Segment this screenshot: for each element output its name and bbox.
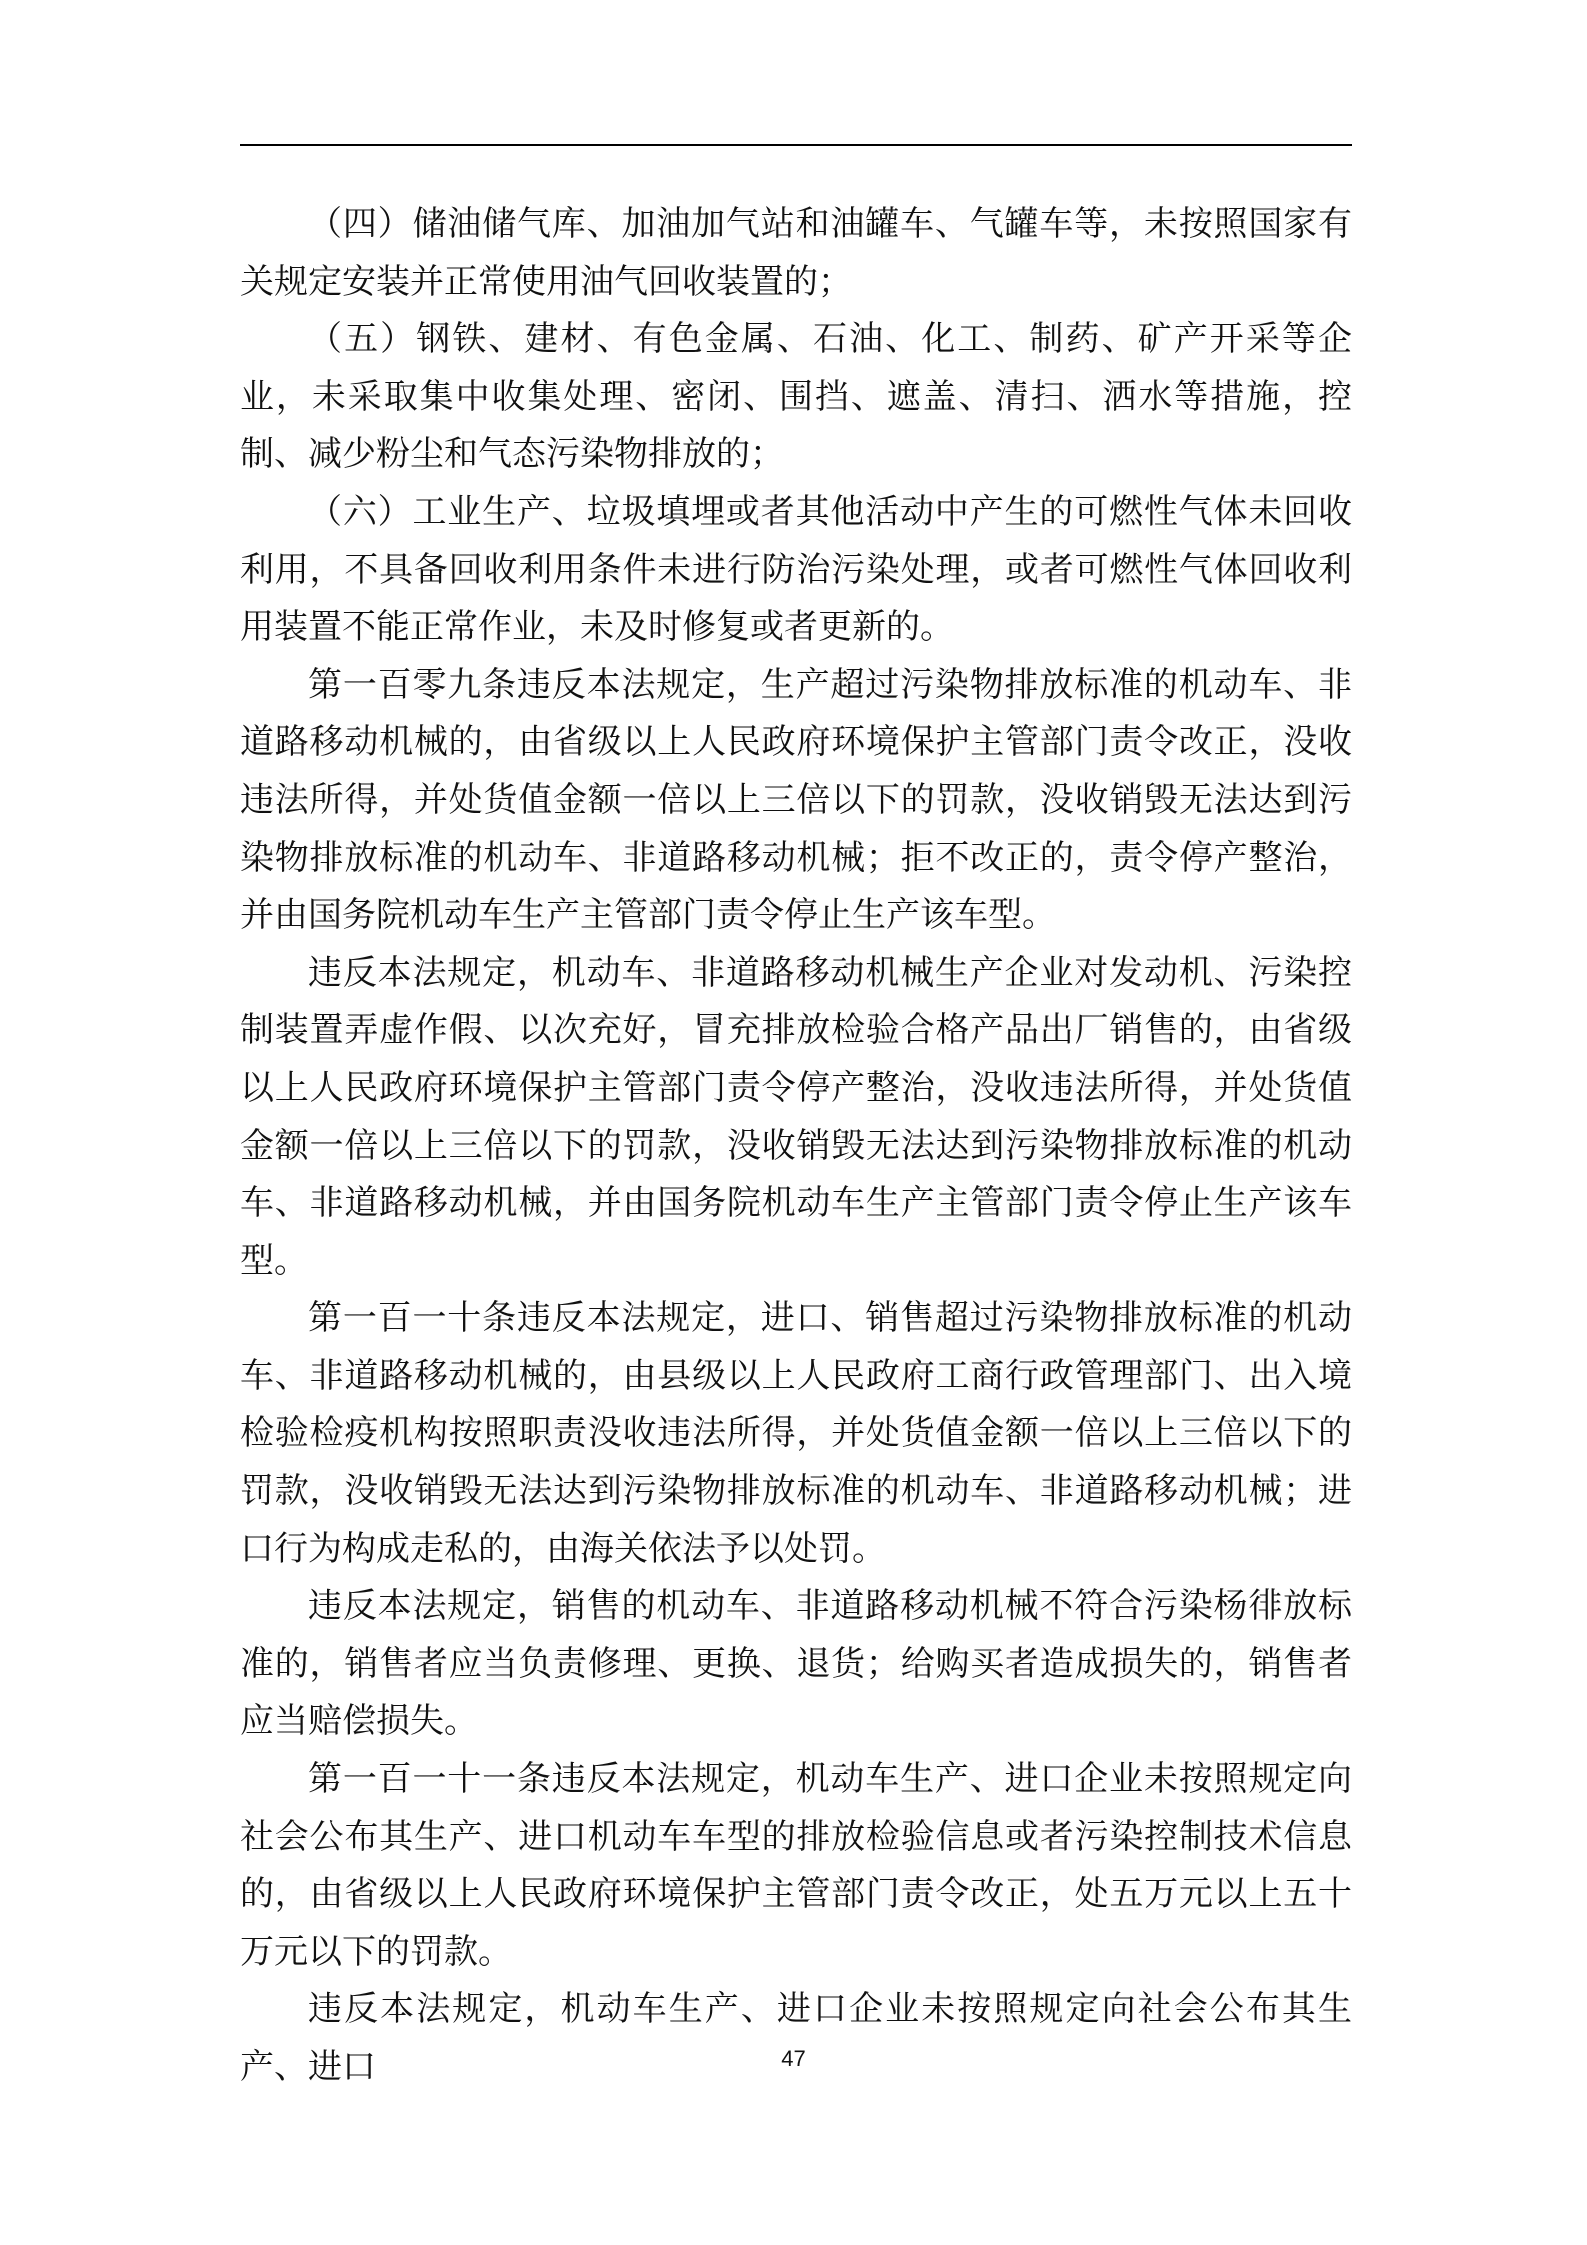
paragraph-item-6: （六）工业生产、垃圾填埋或者其他活动中产生的可燃性气体未回收利用，不具备回收利用条件未进行防治污染处理，或者可燃性气体回收利用装置不能正常作业，未及时修复或者更新的。 [240,491,1352,648]
paragraph-article-109: 第一百零九条违反本法规定，生产超过污染物排放标准的机动车、非道路移动机械的，由省级以上人民政府环境保护主管部门责令改正，没收违法所得，并处货值金额一倍以上三倍以下的罚款，没收销毁无法达到污染物排放标准的机动车、非道路移动机械；拒不改正的，责令停产整治，并由国务院机动车生产主管部门责令停止生产该车型。 [240,664,1352,936]
header-rule [240,144,1352,146]
page-number: 47 [781,2046,806,2071]
paragraph-item-5: （五）钢铁、建材、有色金属、石油、化工、制药、矿产开采等企业，未采取集中收集处理、密闭、围挡、遮盖、清扫、洒水等措施，控制、减少粉尘和气态污染物排放的； [240,319,1352,475]
paragraph-article-110: 第一百一十条违反本法规定，进口、销售超过污染物排放标准的机动车、非道路移动机械的，由县级以上人民政府工商行政管理部门、出入境检验检疫机构按照职责没收违法所得，并处货值金额一倍以上三倍以下的罚款，没收销毁无法达到污染物排放标准的机动车、非道路移动机械；进口行为构成走私的，由海关依法予以处罚。 [240,1298,1352,1569]
body-text [240,196,1352,2097]
paragraph-item-4: （四）储油储气库、加油加气站和油罐车、气罐车等，未按照国家有关规定安装并正常使用油气回收装置的； [240,204,1352,302]
paragraph-article-111-clause-2: 违反本法规定，机动车生产、进口企业未按照规定向社会公布其生产、进口 [240,1989,1352,2087]
paragraph-article-111: 第一百一十一条违反本法规定，机动车生产、进口企业未按照规定向社会公布其生产、进口机动车车型的排放检验信息或者污染控制技术信息的，由省级以上人民政府环境保护主管部门责令改正，处五万元以上五十万元以下的罚款。 [240,1759,1352,1972]
paragraph-article-110-clause-2: 违反本法规定，销售的机动车、非道路移动机械不符合污染杨徘放标准的，销售者应当负责修理、更换、退货；给购买者造成损失的，销售者应当赔偿损失。 [240,1586,1352,1742]
paragraph-article-109-clause-2: 违反本法规定，机动车、非道路移动机械生产企业对发动机、污染控制装置弄虚作假、以次充好，冒充排放检验合格产品出厂销售的，由省级以上人民政府环境保护主管部门责令停产整治，没收违法所得，并处货值金额一倍以上三倍以下的罚款，没收销毁无法达到污染物排放标准的机动车、非道路移动机械，并由国务院机动车生产主管部门责令停止生产该车型。 [240,952,1352,1281]
